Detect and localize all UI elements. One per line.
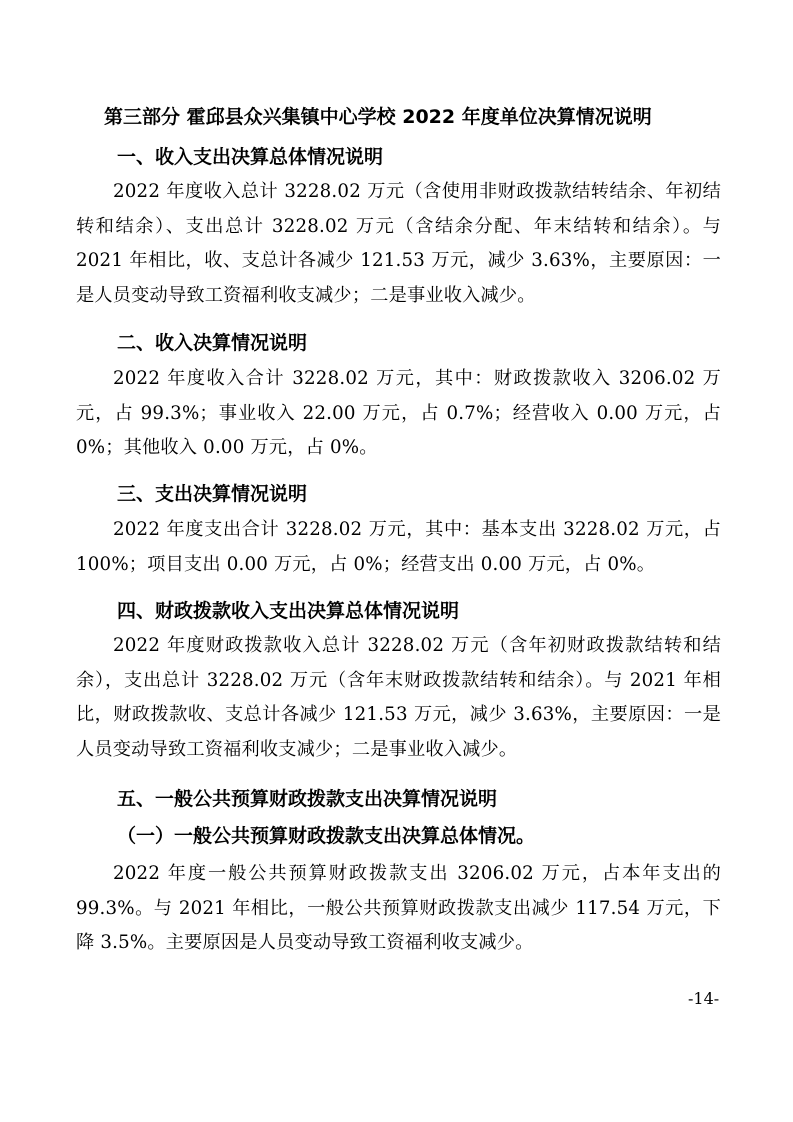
page-number: -14- bbox=[688, 989, 720, 1008]
section-2-paragraph: 2022 年度收入合计 3228.02 万元，其中：财政拨款收入 3206.02 万元，占 99.3%；事业收入 22.00 万元，占 0.7%；经营收入 0.00 万元，占 0%；其他收入 0.00 万元，占 0%。 bbox=[76, 368, 721, 458]
section-5-subheading: （一）一般公共预算财政拨款支出决算总体情况。 bbox=[117, 825, 536, 847]
section-3-heading: 三、支出决算情况说明 bbox=[117, 483, 308, 505]
page-title: 第三部分 霍邱县众兴集镇中心学校 2022 年度单位决算情况说明 bbox=[104, 106, 652, 128]
section-3-paragraph: 2022 年度支出合计 3228.02 万元，其中：基本支出 3228.02 万元，占 100%；项目支出 0.00 万元，占 0%；经营支出 0.00 万元，占 0%。 bbox=[76, 519, 721, 575]
section-1-paragraph: 2022 年度收入总计 3228.02 万元（含使用非财政拨款结转结余、年初结转和结余）、支出总计 3228.02 万元（含结余分配、年末结转和结余）。与 2021 年相比，收、支总计各减少 121.53 万元，减少 3.63%，主要原因：一是人员变动导致工资福利收支减少；二是事业收入减少。 bbox=[76, 181, 721, 306]
section-4-heading: 四、财政拨款收入支出决算总体情况说明 bbox=[117, 600, 460, 622]
section-5-paragraph: 2022 年度一般公共预算财政拨款支出 3206.02 万元，占本年支出的 99.3%。与 2021 年相比，一般公共预算财政拨款支出减少 117.54 万元，下降 3.5%。主要原因是人员变动导致工资福利收支减少。 bbox=[76, 863, 721, 953]
section-2-heading: 二、收入决算情况说明 bbox=[117, 332, 308, 354]
section-4-paragraph: 2022 年度财政拨款收入总计 3228.02 万元（含年初财政拨款结转和结余），支出总计 3228.02 万元（含年末财政拨款结转和结余）。与 2021 年相比，财政拨款收、支总计各减少 121.53 万元，减少 3.63%，主要原因：一是人员变动导致工资福利收支减少；二是事业收入减少。 bbox=[76, 635, 721, 760]
section-1-heading: 一、收入支出决算总体情况说明 bbox=[117, 146, 384, 168]
section-5-heading: 五、一般公共预算财政拨款支出决算情况说明 bbox=[117, 788, 498, 810]
